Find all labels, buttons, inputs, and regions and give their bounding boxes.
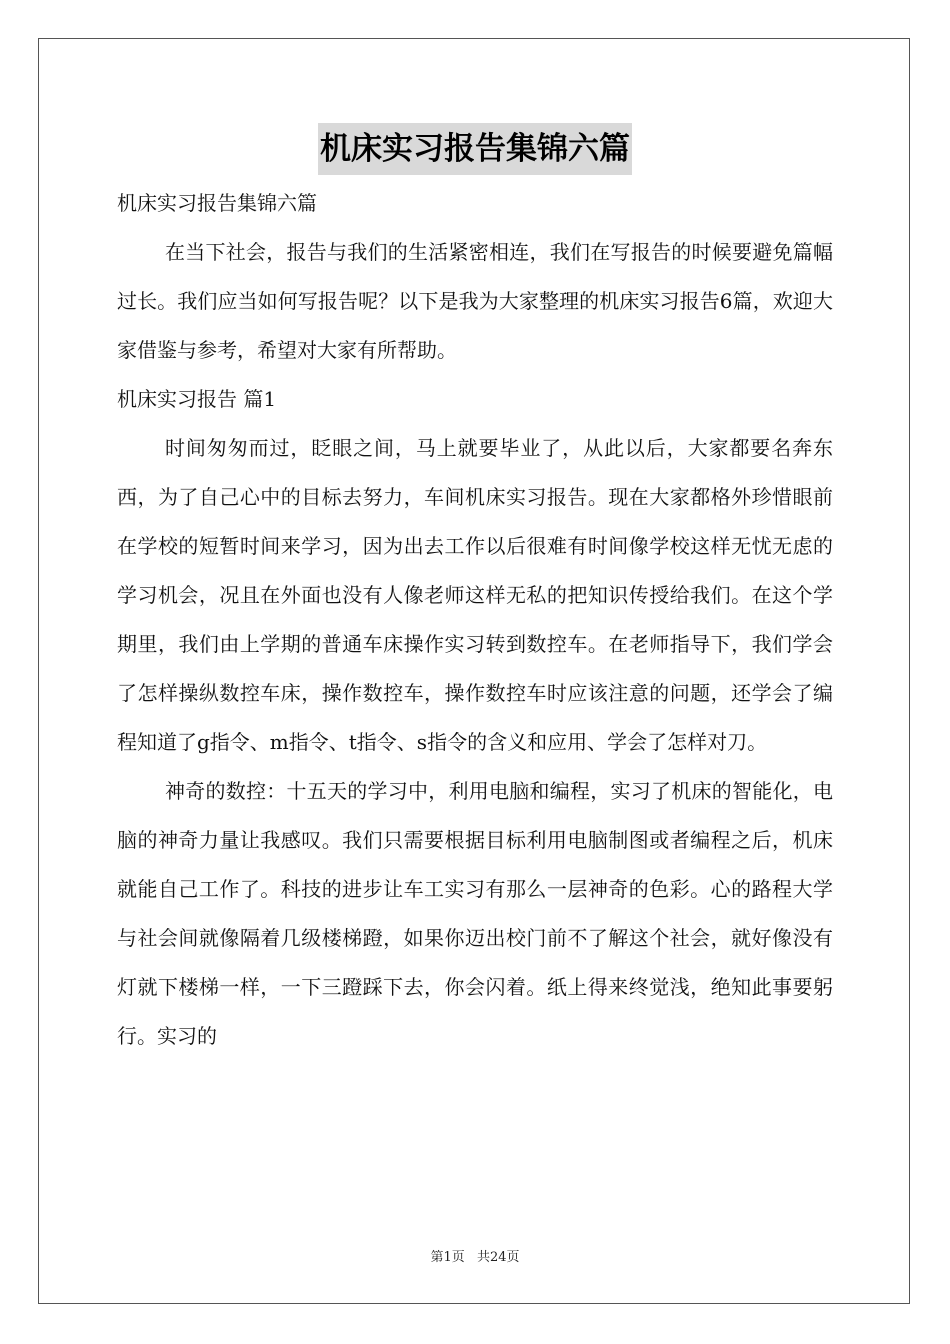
section-heading: 机床实习报告 篇1 bbox=[117, 387, 277, 411]
page-number: 第1页 bbox=[430, 1250, 465, 1265]
body-paragraph: 神奇的数控：十五天的学习中，利用电脑和编程，实习了机床的智能化，电脑的神奇力量让我感叹。我们只需要根据目标利用电脑制图或者编程之后，机床就能自己工作了。科技的进步让车工实习有那么一层神奇的色彩。心的路程大学与社会间就像隔着几级楼梯蹬，如果你迈出校门前不了解这个社会，就好像没有灯就下楼梯一样，一下三蹬踩下去，你会闪着。纸上得来终觉浅，绝知此事要躬行。实习的 bbox=[117, 779, 833, 1048]
document-title: 机床实习报告集锦六篇 bbox=[318, 123, 632, 175]
document-body bbox=[117, 179, 833, 1061]
page-footer bbox=[0, 1246, 950, 1265]
page-total: 共24页 bbox=[476, 1250, 520, 1265]
intro-paragraph: 在当下社会，报告与我们的生活紧密相连，我们在写报告的时候要避免篇幅过长。我们应当如何写报告呢？以下是我为大家整理的机床实习报告6篇，欢迎大家借鉴与参考，希望对大家有所帮助。 bbox=[117, 240, 833, 362]
subtitle-paragraph: 机床实习报告集锦六篇 bbox=[117, 191, 317, 215]
body-paragraph: 时间匆匆而过，眨眼之间，马上就要毕业了，从此以后，大家都要名奔东西，为了自己心中的目标去努力，车间机床实习报告。现在大家都格外珍惜眼前在学校的短暂时间来学习，因为出去工作以后很难有时间像学校这样无忧无虑的学习机会，况且在外面也没有人像老师这样无私的把知识传授给我们。在这个学期里，我们由上学期的普通车床操作实习转到数控车。在老师指导下，我们学会了怎样操纵数控车床，操作数控车，操作数控车时应该注意的问题，还学会了编程知道了g指令、m指令、t指令、s指令的含义和应用、学会了怎样对刀。 bbox=[117, 436, 833, 754]
title-container bbox=[0, 123, 950, 175]
